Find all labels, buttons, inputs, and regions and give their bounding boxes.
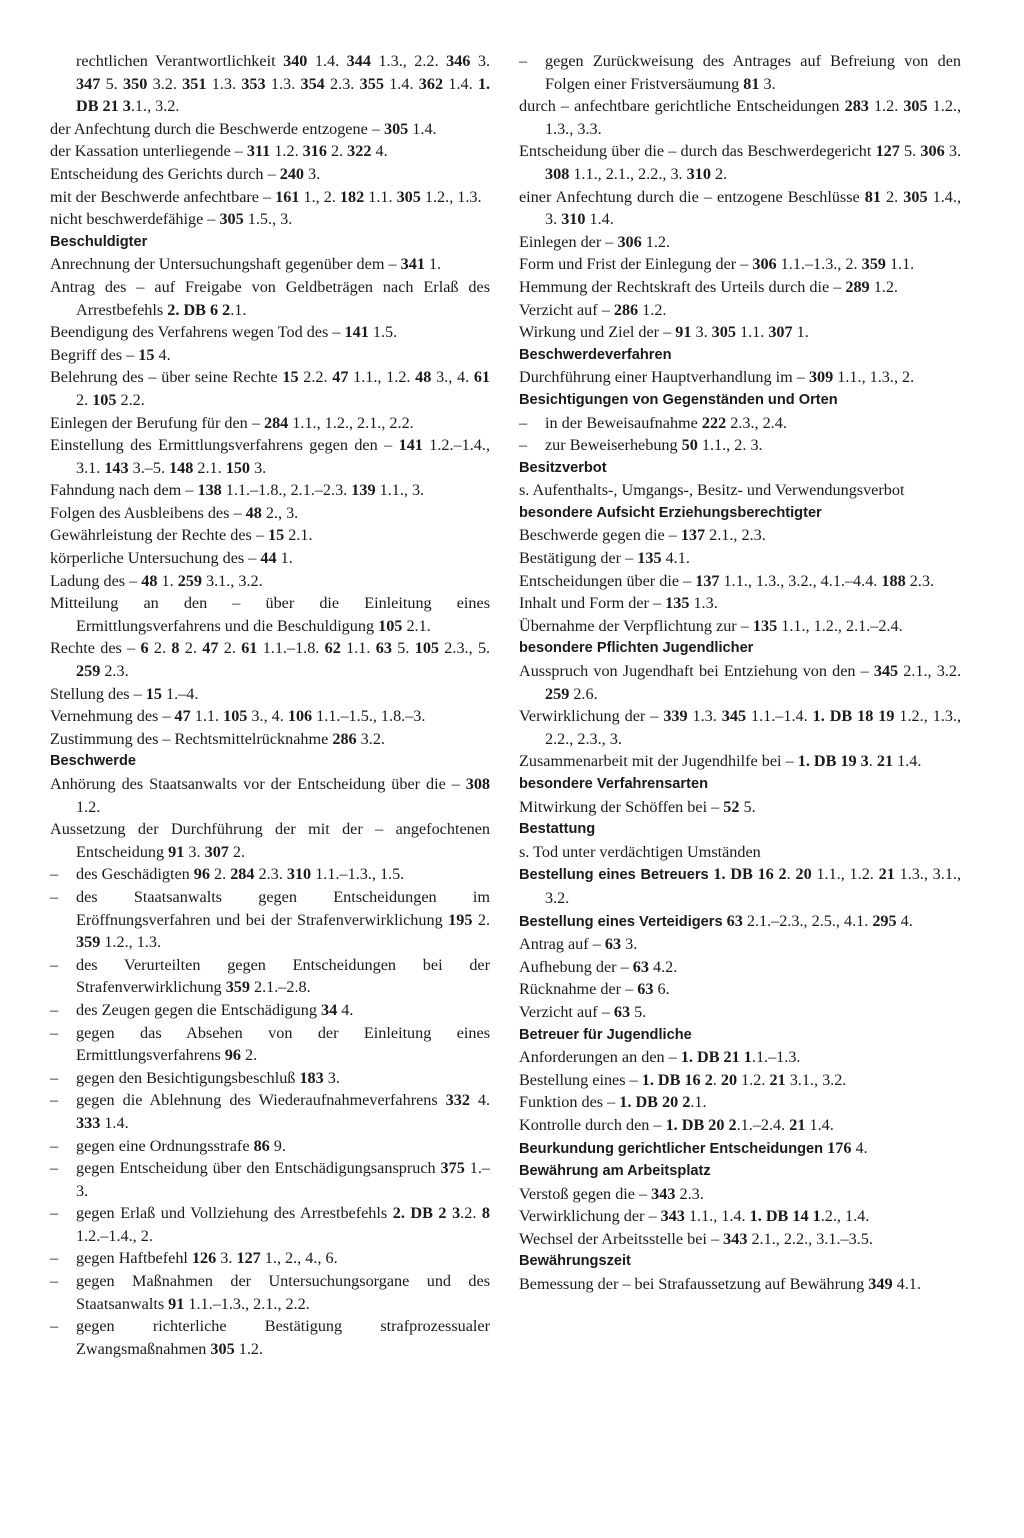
index-entry: Antrag auf – 63 3. [519,935,638,954]
index-column-left [50,50,490,1360]
index-subentry: – gegen Zurückweisung des Antrages auf Befreiung von den Folgen einer Fristversäumung 81 3. [519,52,961,93]
index-entry: Belehrung des – über seine Rechte 15 2.2. 47 1.1., 1.2. 48 3., 4. 61 2. 105 2.2. [50,368,491,409]
index-heading: Besitzverbot [519,459,607,476]
index-entry: Rücknahme der – 63 6. [519,980,670,999]
index-entry: Übernahme der Verpflichtung zur – 135 1.1., 1.2., 2.1.–2.4. [519,616,903,635]
index-subentry: – des Verurteilten gegen Entscheidungen bei der Strafenverwirklichung 359 2.1.–2.8. [50,955,490,997]
index-entry: Gewährleistung der Rechte des – 15 2.1. [50,526,313,545]
index-entry: Funktion des – 1. DB 20 2.1. [519,1093,707,1112]
index-entry: Verwirklichung der – 343 1.1., 1.4. 1. DB 14 1.2., 1.4. [519,1207,870,1226]
index-heading: besondere Pflichten Jugendlicher [519,640,754,657]
index-entry: Verzicht auf – 63 5. [519,1002,647,1021]
index-entry: Aufhebung der – 63 4.2. [519,957,678,976]
index-heading: besondere Aufsicht Erziehungsberechtigter [519,504,822,521]
index-entry: Folgen des Ausbleibens des – 48 2., 3. [50,503,299,522]
index-heading: Bestellung eines Betreuers [519,867,709,884]
index-entry: Bestellung eines Verteidigers 63 2.1.–2.3., 2.5., 4.1. 295 4. [519,911,913,930]
index-entry: Anforderungen an den – 1. DB 21 1.1.–1.3. [519,1048,801,1067]
index-entry: Verstoß gegen die – 343 2.3. [519,1184,704,1203]
index-subentry: – gegen Erlaß und Vollziehung des Arrestbefehls 2. DB 2 3.2. 8 1.2.–1.4., 2. [50,1204,490,1245]
index-entry: Bestellung eines – 1. DB 16 2. 20 1.2. 21 3.1., 3.2. [519,1070,847,1089]
index-entry: Wechsel der Arbeitsstelle bei – 343 2.1., 2.2., 3.1.–3.5. [519,1229,873,1248]
index-subentry: – des Geschädigten 96 2. 284 2.3. 310 1.1.–1.3., 1.5. [50,865,405,884]
index-subentry: – gegen das Absehen von der Einleitung eines Ermittlungsverfahrens 96 2. [50,1023,490,1065]
index-entry: Entscheidung des Gerichts durch – 240 3. [50,164,321,183]
index-entry: Beendigung des Verfahrens wegen Tod des – 141 1.5. [50,323,398,342]
index-entry: Ausspruch von Jugendhaft bei Entziehung von den – 345 2.1., 3.2. 259 2.6. [519,662,961,703]
index-entry: Verzicht auf – 286 1.2. [519,300,667,319]
index-entry: Mitteilung an den – über die Einleitung eines Ermittlungsverfahrens und die Beschuldigung 105 2.1. [50,594,490,635]
index-subentry: – zur Beweiserhebung 50 1.1., 2. 3. [519,436,763,455]
index-entry: Vernehmung des – 47 1.1. 105 3., 4. 106 1.1.–1.5., 1.8.–3. [50,707,426,726]
index-entry: nicht beschwerdefähige – 305 1.5., 3. [50,210,293,229]
index-entry: der Kassation unterliegende – 311 1.2. 316 2. 322 4. [50,142,388,161]
index-entry: Einlegen der – 306 1.2. [519,232,671,251]
index-heading: Beurkundung gerichtlicher Entscheidungen [519,1140,824,1157]
index-entry: Wirkung und Ziel der – 91 3. 305 1.1. 307 1. [519,323,809,342]
index-entry: der Anfechtung durch die Beschwerde entzogene – 305 1.4. [50,119,437,138]
index-subentry: – gegen die Ablehnung des Wiederaufnahmeverfahrens 332 4. 333 1.4. [50,1091,490,1132]
index-subentry: – gegen Haftbefehl 126 3. 127 1., 2., 4., 6. [50,1249,338,1268]
index-subentry: – des Zeugen gegen die Entschädigung 34 4. [50,1000,354,1019]
index-entry: Einstellung des Ermittlungsverfahrens gegen den – 141 1.2.–1.4., 3.1. 143 3.–5. 148 2.1. 150 3. [50,436,490,477]
index-heading: Bestattung [519,821,596,838]
index-entry: Bestellung eines Betreuers 1. DB 16 2. 20 1.1., 1.2. 21 1.3., 3.1., 3.2. [519,865,962,907]
index-entry: körperliche Untersuchung des – 44 1. [50,549,293,568]
index-entry: s. Aufenthalts-, Umgangs-, Besitz- und Verwendungsverbot [519,481,905,500]
index-heading: Betreuer für Jugendliche [519,1026,692,1043]
index-entry: Kontrolle durch den – 1. DB 20 2.1.–2.4. 21 1.4. [519,1115,834,1134]
index-entry: Stellung des – 15 1.–4. [50,684,199,703]
index-entry: Mitwirkung der Schöffen bei – 52 5. [519,797,756,816]
index-heading: Beschwerdeverfahren [519,346,672,363]
index-subentry: – gegen den Besichtigungsbeschluß 183 3. [50,1068,340,1087]
index-entry: Bemessung der – bei Strafaussetzung auf Bewährung 349 4.1. [519,1275,921,1294]
index-entry: Einlegen der Berufung für den – 284 1.1., 1.2., 2.1., 2.2. [50,413,414,432]
index-entry: Fahndung nach dem – 138 1.1.–1.8., 2.1.–2.3. 139 1.1., 3. [50,481,425,500]
index-entry: Ladung des – 48 1. 259 3.1., 3.2. [50,571,263,590]
index-entry: Aussetzung der Durchführung der mit der – angefochtenen Entscheidung 91 3. 307 2. [50,820,490,861]
index-entry: Entscheidungen über die – 137 1.1., 1.3., 3.2., 4.1.–4.4. 188 2.3. [519,571,934,590]
index-entry: durch – anfechtbare gerichtliche Entscheidungen 283 1.2. 305 1.2., 1.3., 3.3. [519,97,962,138]
index-entry: einer Anfechtung durch die – entzogene Beschlüsse 81 2. 305 1.4., 3. 310 1.4. [519,187,961,229]
index-entry: Beurkundung gerichtlicher Entscheidungen 176 4. [519,1138,868,1157]
index-entry: Anrechnung der Untersuchungshaft gegenüber dem – 341 1. [50,255,442,274]
index-heading: Bestellung eines Verteidigers [519,913,723,930]
index-entry: Zustimmung des – Rechtsmittelrücknahme 286 3.2. [50,729,385,748]
index-subentry: – gegen richterliche Bestätigung strafprozessualer Zwangsmaßnahmen 305 1.2. [50,1317,490,1358]
index-entry: Zusammenarbeit mit der Jugendhilfe bei – 1. DB 19 3. 21 1.4. [519,752,922,771]
index-entry: Antrag des – auf Freigabe von Geldbeträgen nach Erlaß des Arrestbefehls 2. DB 6 2.1. [50,277,490,319]
index-subentry: – gegen Entscheidung über den Entschädigungsanspruch 375 1.–3. [50,1159,491,1200]
index-heading: Bewährungszeit [519,1253,631,1270]
index-heading: Beschuldigter [50,233,148,250]
index-entry: Hemmung der Rechtskraft des Urteils durch die – 289 1.2. [519,277,898,296]
index-entry: Form und Frist der Einlegung der – 306 1.1.–1.3., 2. 359 1.1. [519,255,915,274]
index-entry: Entscheidung über die – durch das Beschwerdegericht 127 5. 306 3. 308 1.1., 2.1., 2.2., 3. 310 2. [519,142,962,183]
index-entry: Beschwerde gegen die – 137 2.1., 2.3. [519,526,766,545]
index-entry: s. Tod unter verdächtigen Umständen [519,842,761,861]
index-entry: Bestätigung der – 135 4.1. [519,549,690,568]
index-heading: besondere Verfahrensarten [519,776,708,792]
index-subentry: – gegen Maßnahmen der Untersuchungsorgane und des Staatsanwalts 91 1.1.–1.3., 2.1., 2.2. [50,1272,490,1313]
index-entry: Durchführung einer Hauptverhandlung im – 309 1.1., 1.3., 2. [519,368,915,387]
index-entry: mit der Beschwerde anfechtbare – 161 1., 2. 182 1.1. 305 1.2., 1.3. [50,187,482,206]
index-heading: Bewährung am Arbeitsplatz [519,1163,711,1180]
index-entry: Verwirklichung der – 339 1.3. 345 1.1.–1.4. 1. DB 18 19 1.2., 1.3., 2.2., 2.3., 3. [519,707,962,748]
index-entry: rechtlichen Verantwortlichkeit 340 1.4. 344 1.3., 2.2. 346 3. 347 5. 350 3.2. 351 1.3. 353 1.3. 354 2.3. 355 1.4. 362 1.4. 1. DB 21 3.1., 3.2. [76,52,491,116]
index-subentry: – gegen eine Ordnungsstrafe 86 9. [50,1136,286,1155]
index-entry: Anhörung des Staatsanwalts vor der Entscheidung über die – 308 1.2. [50,775,490,816]
index-heading: Beschwerde [50,753,136,770]
index-column-right [519,50,961,1296]
index-subentry: – in der Beweisaufnahme 222 2.3., 2.4. [519,413,787,432]
index-entry: Rechte des – 6 2. 8 2. 47 2. 61 1.1.–1.8. 62 1.1. 63 5. 105 2.3., 5. 259 2.3. [50,639,491,681]
index-entry: Begriff des – 15 4. [50,345,171,364]
index-subentry: – des Staatsanwalts gegen Entscheidungen im Eröffnungsverfahren und bei der Strafenverwirklichung 195 2. 359 1.2., 1.3. [50,887,490,952]
index-heading: Besichtigungen von Gegenständen und Orten [519,391,838,408]
index-entry: Inhalt und Form der – 135 1.3. [519,594,718,613]
